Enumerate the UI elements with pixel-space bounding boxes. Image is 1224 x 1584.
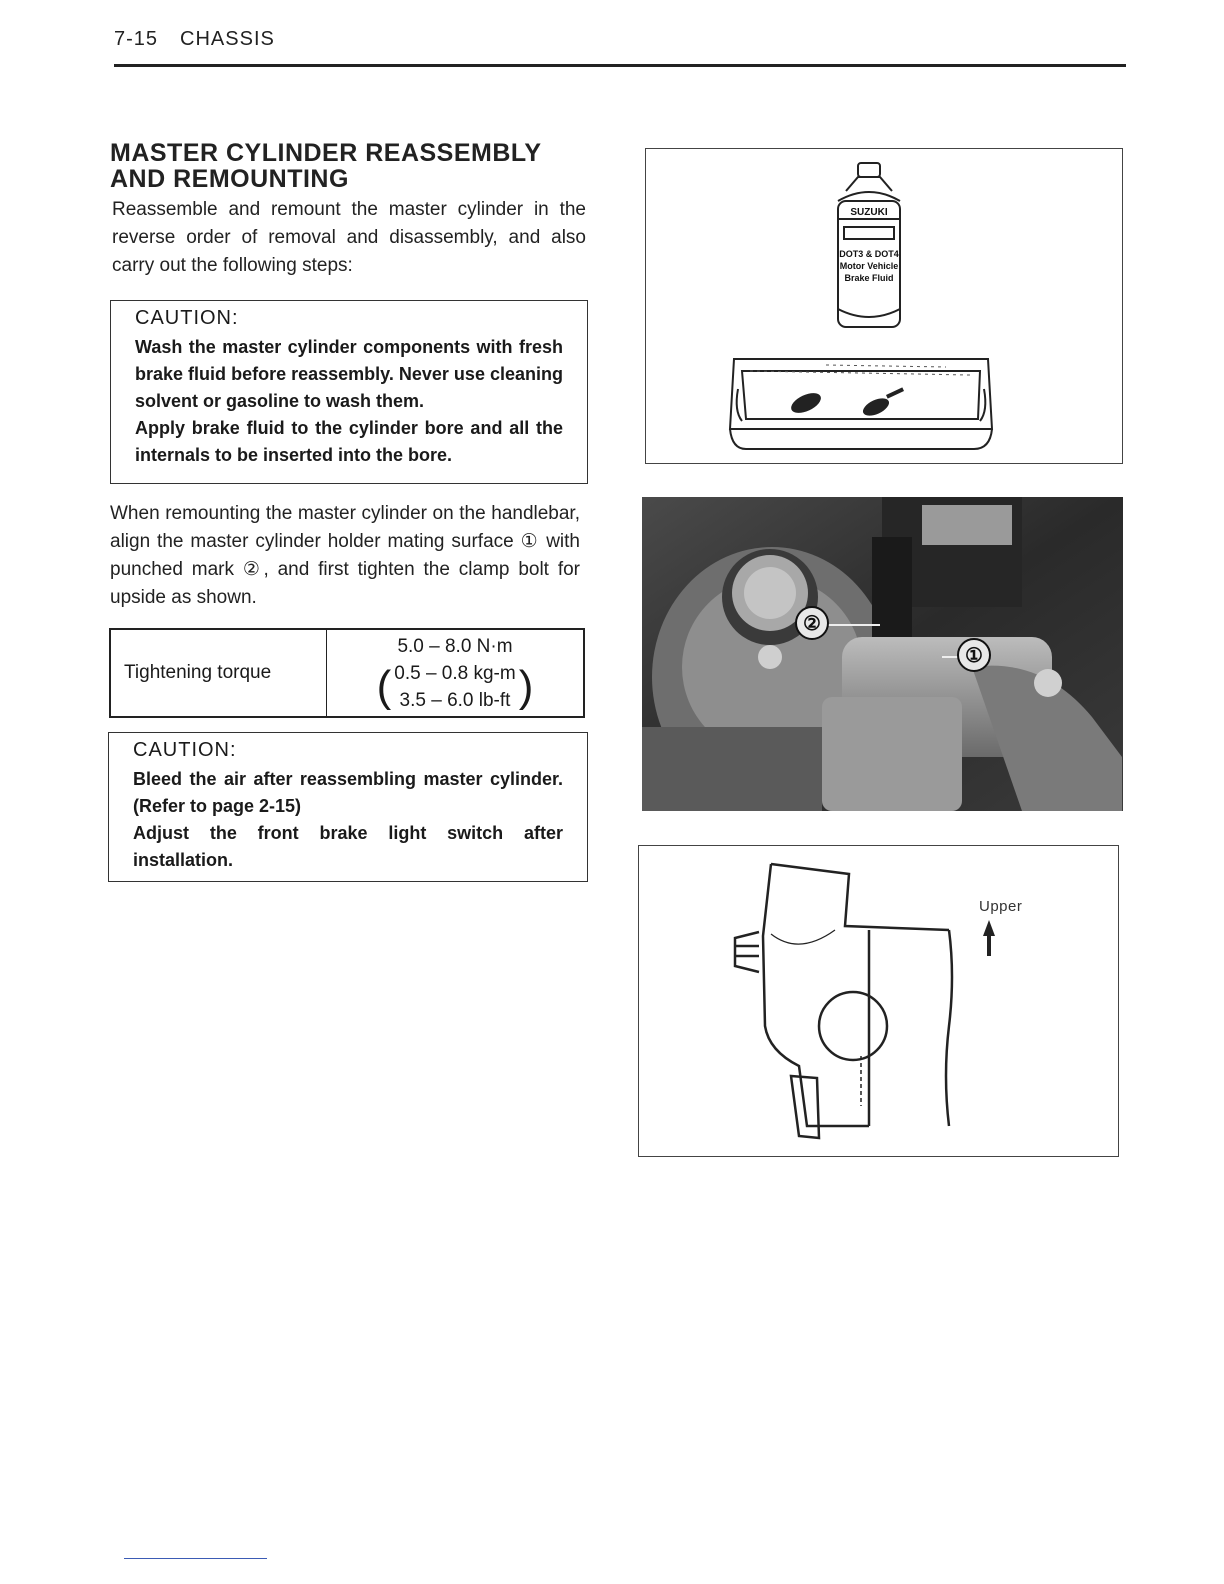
caution-box-wash — [110, 300, 588, 484]
clamp-diagram — [639, 846, 1120, 1158]
master-cylinder-photo — [642, 497, 1123, 811]
photo-illustration — [642, 497, 1123, 811]
caution-line: Apply brake fluid to the cylinder bore and all the internals to be inserted into the bore. — [135, 418, 563, 465]
clamp-diagram-figure — [638, 845, 1119, 1157]
torque-alt-units: ( 0.5 – 0.8 kg-m 3.5 – 6.0 lb-ft ) — [374, 660, 537, 714]
torque-values — [327, 630, 583, 716]
can-line: DOT3 & DOT4 — [839, 249, 899, 259]
caution-title: CAUTION: — [133, 739, 237, 761]
page-number: 7-15 — [114, 28, 159, 50]
caution-box-bleed — [108, 732, 588, 882]
can-line: Brake Fluid — [844, 273, 894, 283]
torque-lbft: 3.5 – 6.0 lb-ft — [399, 689, 511, 711]
footer-line — [124, 1558, 267, 1559]
callout-1: ① — [965, 645, 983, 667]
torque-label: Tightening torque — [111, 630, 327, 716]
torque-table — [109, 628, 585, 718]
can-brand: SUZUKI — [850, 207, 888, 218]
upper-label: Upper — [979, 898, 1023, 915]
torque-nm: 5.0 – 8.0 N·m — [397, 635, 513, 657]
caution-line: Adjust the front brake light switch after installation. — [133, 823, 563, 870]
brake-fluid-figure — [645, 148, 1123, 464]
caution-line: Wash the master cylinder components with fresh brake fluid before reassembly. Never use cleaning solvent or gasoline to wash them. — [135, 337, 563, 411]
torque-kgm: 0.5 – 0.8 kg-m — [394, 662, 516, 684]
brake-fluid-illustration — [646, 149, 1124, 465]
header-rule — [114, 64, 1126, 67]
intro-paragraph: Reassemble and remount the master cylinder in the reverse order of removal and disassembly, and also carry out the following steps: — [112, 199, 586, 276]
caution-title: CAUTION: — [135, 307, 239, 329]
callout-2: ② — [803, 613, 821, 635]
remount-paragraph: When remounting the master cylinder on the handlebar, align the master cylinder holder mating surface ① with punched mark ②, and first tighten the clamp bolt for upside as shown. — [110, 503, 580, 608]
page-header — [114, 28, 297, 51]
caution-line: Bleed the air after reassembling master cylinder. (Refer to page 2-15) — [133, 769, 563, 816]
section-name: CHASSIS — [180, 28, 275, 50]
can-line: Motor Vehicle — [839, 261, 899, 271]
section-heading: MASTER CYLINDER REASSEMBLY AND REMOUNTING — [110, 139, 542, 193]
